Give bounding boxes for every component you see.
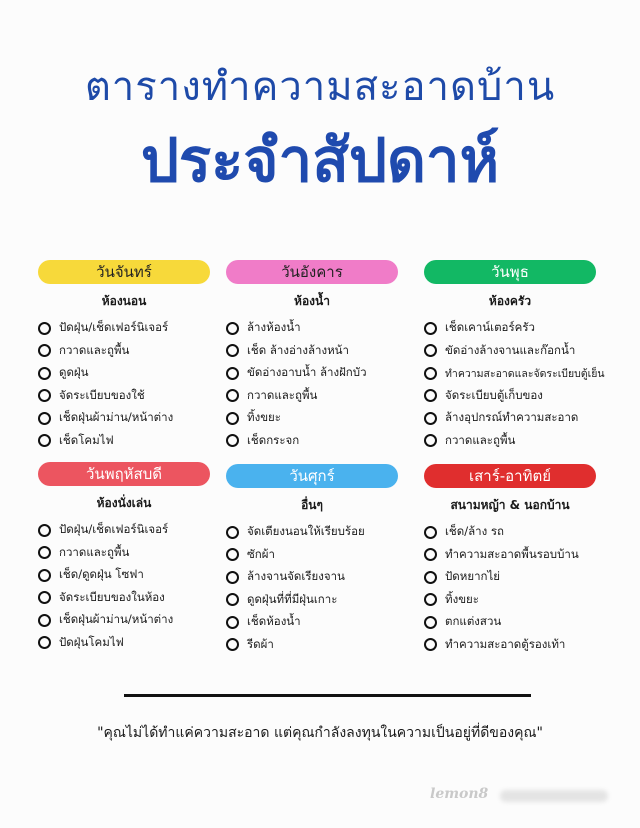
- checkbox-circle-icon[interactable]: [38, 591, 51, 604]
- checkbox-circle-icon[interactable]: [226, 571, 239, 584]
- checkbox-circle-icon[interactable]: [226, 412, 239, 425]
- task-label: เช็ดฝุ่นผ้าม่าน/หน้าต่าง: [59, 612, 174, 627]
- task-item[interactable]: [38, 430, 238, 453]
- room-heading-tuesday: ห้องน้ำ: [294, 294, 330, 308]
- checkbox-circle-icon[interactable]: [38, 344, 51, 357]
- checkbox-circle-icon[interactable]: [38, 546, 51, 559]
- task-item[interactable]: [424, 634, 624, 657]
- checkbox-circle-icon[interactable]: [424, 548, 437, 561]
- task-list-monday: [38, 317, 238, 452]
- checkbox-circle-icon[interactable]: [226, 526, 239, 539]
- task-label: ล้างจานจัดเรียงจาน: [247, 569, 345, 584]
- task-item[interactable]: [38, 564, 238, 587]
- day-pill-monday: วันจันทร์: [38, 260, 210, 284]
- task-item[interactable]: [226, 430, 426, 453]
- task-item[interactable]: [38, 340, 238, 363]
- task-item[interactable]: [38, 385, 238, 408]
- checkbox-circle-icon[interactable]: [226, 434, 239, 447]
- checkbox-circle-icon[interactable]: [226, 593, 239, 606]
- checkbox-circle-icon[interactable]: [38, 412, 51, 425]
- task-label: ขัดอ่างอาบน้ำ ล้างฝักบัว: [247, 365, 367, 380]
- task-item[interactable]: [424, 611, 624, 634]
- task-item[interactable]: [424, 340, 624, 363]
- checkbox-circle-icon[interactable]: [424, 389, 437, 402]
- checkbox-circle-icon[interactable]: [424, 412, 437, 425]
- task-label: เช็ดห้องน้ำ: [247, 614, 301, 629]
- task-label: กวาดและถูพื้น: [445, 432, 516, 447]
- room-heading-monday: ห้องนอน: [101, 294, 147, 308]
- checkbox-circle-icon[interactable]: [424, 434, 437, 447]
- day-pill-wednesday: วันพุธ: [424, 260, 596, 284]
- task-item[interactable]: [226, 362, 426, 385]
- task-item[interactable]: [424, 521, 624, 544]
- task-item[interactable]: [226, 611, 426, 634]
- task-item[interactable]: [424, 544, 624, 567]
- task-label: ขัดอ่างล้างจานและก๊อกน้ำ: [445, 342, 576, 357]
- task-label: ล้างอุปกรณ์ทำความสะอาด: [445, 410, 579, 425]
- day-block-tuesday: [226, 260, 426, 452]
- checkbox-circle-icon[interactable]: [226, 548, 239, 561]
- checkbox-circle-icon[interactable]: [38, 389, 51, 402]
- task-item[interactable]: [38, 587, 238, 610]
- task-label: ปัดฝุ่นโคมไฟ: [59, 634, 124, 649]
- task-label: กวาดและถูพื้น: [59, 544, 130, 559]
- task-label: ปัดฝุ่น/เช็ดเฟอร์นิเจอร์: [59, 320, 169, 335]
- checkbox-circle-icon[interactable]: [424, 571, 437, 584]
- checkbox-circle-icon[interactable]: [424, 526, 437, 539]
- checkbox-circle-icon[interactable]: [38, 524, 51, 537]
- room-heading-friday: อื่นๆ: [301, 498, 323, 512]
- task-label: จัดระเบียบตู้เก็บของ: [445, 387, 543, 402]
- checkbox-circle-icon[interactable]: [424, 344, 437, 357]
- checkbox-circle-icon[interactable]: [226, 322, 239, 335]
- checkbox-circle-icon[interactable]: [38, 614, 51, 627]
- task-list-thursday: [38, 519, 238, 654]
- task-item[interactable]: [38, 317, 238, 340]
- task-label: ดูดฝุ่นที่ที่มีฝุ่นเกาะ: [247, 591, 338, 606]
- task-label: เช็ด/ดูดฝุ่น โซฟา: [59, 567, 144, 582]
- checkbox-circle-icon[interactable]: [38, 569, 51, 582]
- task-label: ล้างห้องน้ำ: [247, 320, 301, 335]
- task-label: ทิ้งขยะ: [445, 591, 479, 606]
- task-item[interactable]: [38, 519, 238, 542]
- task-item[interactable]: [38, 609, 238, 632]
- task-item[interactable]: [226, 521, 426, 544]
- task-item[interactable]: [226, 634, 426, 657]
- task-label: ทำความสะอาดและจัดระเบียบตู้เย็น: [445, 367, 605, 380]
- task-label: จัดระเบียบของใช้: [59, 387, 145, 402]
- task-item[interactable]: [226, 544, 426, 567]
- title-line-1: ตารางทำความสะอาดบ้าน: [84, 64, 556, 110]
- task-label: ซักผ้า: [247, 546, 275, 561]
- divider-line: [124, 694, 531, 697]
- title-line-2: ประจำสัปดาห์: [140, 126, 500, 196]
- checkbox-circle-icon[interactable]: [226, 367, 239, 380]
- task-label: เช็ดฝุ่นผ้าม่าน/หน้าต่าง: [59, 410, 174, 425]
- task-label: เช็ดโคมไฟ: [59, 432, 114, 447]
- task-label: ทำความสะอาดพื้นรอบบ้าน: [445, 546, 579, 561]
- task-list-friday: [226, 521, 426, 656]
- task-label: ตกแต่งสวน: [445, 614, 502, 629]
- task-label: จัดระเบียบของในห้อง: [59, 589, 165, 604]
- lemon8-logo: lemon8: [430, 786, 489, 802]
- quote-text: "คุณไม่ได้ทำแค่ความสะอาด แต่คุณกำลังลงทุนในความเป็นอยู่ที่ดีของคุณ": [97, 725, 543, 741]
- task-item[interactable]: [226, 340, 426, 363]
- day-pill-weekend: เสาร์-อาทิตย์: [424, 464, 596, 488]
- task-item[interactable]: [226, 407, 426, 430]
- blurred-username: [500, 790, 608, 802]
- room-heading-thursday: ห้องนั่งเล่น: [96, 496, 152, 510]
- task-item[interactable]: [424, 407, 624, 430]
- checkbox-circle-icon[interactable]: [424, 593, 437, 606]
- checkbox-circle-icon[interactable]: [38, 367, 51, 380]
- day-pill-friday: วันศุกร์: [226, 464, 398, 488]
- task-label: เช็ดเคาน์เตอร์ครัว: [445, 320, 535, 335]
- task-label: รีดผ้า: [247, 636, 274, 651]
- task-label: จัดเตียงนอนให้เรียบร้อย: [247, 524, 365, 539]
- task-label: ทำความสะอาดตู้รองเท้า: [445, 636, 566, 651]
- task-label: กวาดและถูพื้น: [247, 387, 318, 402]
- task-list-wednesday: [424, 317, 624, 452]
- task-item[interactable]: [38, 362, 238, 385]
- checkbox-circle-icon[interactable]: [226, 389, 239, 402]
- task-label: ปัดฝุ่น/เช็ดเฟอร์นิเจอร์: [59, 522, 169, 537]
- checkbox-circle-icon[interactable]: [424, 367, 437, 380]
- task-label: ทิ้งขยะ: [247, 410, 281, 425]
- checkbox-circle-icon[interactable]: [226, 344, 239, 357]
- checkbox-circle-icon[interactable]: [226, 638, 239, 651]
- day-block-monday: [38, 260, 238, 452]
- checkbox-circle-icon[interactable]: [38, 636, 51, 649]
- task-item[interactable]: [38, 407, 238, 430]
- task-item[interactable]: [226, 385, 426, 408]
- checkbox-circle-icon[interactable]: [424, 322, 437, 335]
- task-item[interactable]: [38, 632, 238, 655]
- task-item[interactable]: [424, 589, 624, 612]
- task-label: เช็ด/ล้าง รถ: [445, 524, 504, 539]
- room-heading-wednesday: ห้องครัว: [488, 294, 532, 308]
- task-list-weekend: [424, 521, 624, 656]
- task-item[interactable]: [424, 566, 624, 589]
- day-pill-tuesday: วันอังคาร: [226, 260, 398, 284]
- task-label: เช็ด ล้างอ่างล้างหน้า: [247, 342, 349, 357]
- task-item[interactable]: [226, 566, 426, 589]
- day-block-thursday: [38, 462, 238, 654]
- task-item[interactable]: [424, 317, 624, 340]
- checkbox-circle-icon[interactable]: [38, 322, 51, 335]
- task-item[interactable]: [226, 317, 426, 340]
- task-item[interactable]: [38, 542, 238, 565]
- day-pill-thursday: วันพฤหัสบดี: [38, 462, 210, 486]
- day-block-wednesday: [424, 260, 624, 452]
- task-list-tuesday: [226, 317, 426, 452]
- task-item[interactable]: [226, 589, 426, 612]
- checkbox-circle-icon[interactable]: [38, 434, 51, 447]
- task-label: ดูดฝุ่น: [59, 365, 89, 380]
- task-label: เช็ดกระจก: [247, 432, 300, 447]
- checkbox-circle-icon[interactable]: [424, 638, 437, 651]
- task-item[interactable]: [424, 430, 624, 453]
- checkbox-circle-icon[interactable]: [424, 616, 437, 629]
- task-item[interactable]: [424, 362, 624, 385]
- day-block-friday: [226, 464, 426, 656]
- task-label: กวาดและถูพื้น: [59, 342, 130, 357]
- checkbox-circle-icon[interactable]: [226, 616, 239, 629]
- task-label: ปัดหยากไย่: [445, 569, 501, 584]
- room-heading-weekend: สนามหญ้า & นอกบ้าน: [450, 498, 570, 512]
- day-block-weekend: [424, 464, 624, 656]
- task-item[interactable]: [424, 385, 624, 408]
